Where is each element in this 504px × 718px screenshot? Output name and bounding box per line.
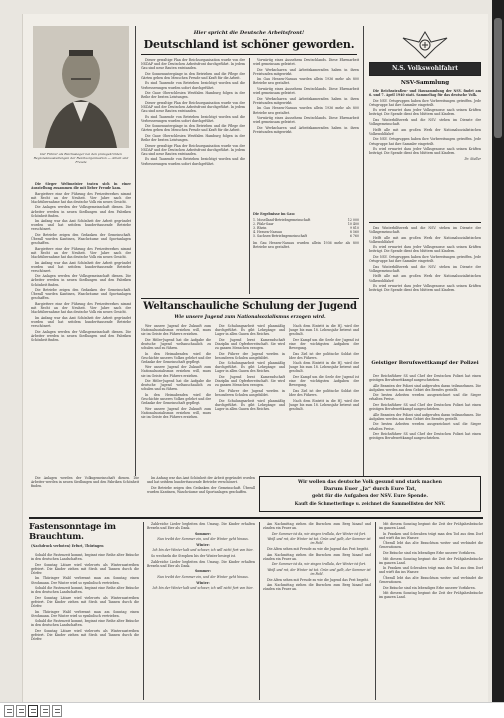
nsv-column bbox=[369, 89, 481, 219]
song-role-winter: Winter: bbox=[196, 580, 210, 585]
left-col-paragraph: Bargiettere eine der Führung des Freizeitwerkes nimmt mit Recht an der Neuheit. Vier Jahre nach der Machtübernahme hat das deutsche Volk ein neues Gesicht. bbox=[31, 191, 131, 204]
banner-subhead: Wie unsere Jugend zum Nationalsozialismus erzogen wird. bbox=[174, 315, 326, 320]
right-col-paragraph: Im Gau Hessen-Nassau wurden allein 1936 mehr als 800 Betriebe neu gestaltet. bbox=[253, 77, 359, 86]
banner-paragraph: Die Hitler-Jugend hat die Aufgabe die deutsche Jugend weltanschaulich zu schulen und zu führen. bbox=[141, 337, 211, 350]
stats-value: 10 400 bbox=[347, 221, 359, 226]
bottom-paragraph: Die Bräuche sind ein lebendiges Erbe unserer Vorfahren. bbox=[383, 551, 476, 556]
nsv-signature: Dr. Steller bbox=[464, 156, 481, 161]
banner-paragraph: Das Ziel ist der politische Soldat der Idee des Führers. bbox=[289, 388, 359, 397]
banner-paragraph: Die Jugend lernt Kameradschaft Disziplin und Opferbereitschaft. Sie wird zu ganzen Menschen erzogen. bbox=[215, 375, 285, 388]
police-paragraph: Die besten Arbeiten werden ausgezeichnet und die Sieger erhalten Preise. bbox=[369, 393, 481, 402]
portrait-photo bbox=[33, 26, 129, 148]
nsv-intro: Die Reichsstraßen- und Hausammlung der NSV. findet am 6. und 7. April 1940 statt. Sammeltag für das deutsche Volk. bbox=[369, 89, 481, 98]
left-col-paragraph: Bargiettere eine der Führung des Freizeitwerkes nimmt mit Recht an der Neuheit. Vier Jahre nach der Machtübernahme hat das deutsche Volk ein neues Gesicht. bbox=[31, 301, 131, 315]
bottom-paragraph: Mit diesem Sonntag beginnt die Zeit der Frühjahrsbräuche im ganzen Land. bbox=[379, 522, 483, 531]
eagle-icon bbox=[395, 28, 455, 62]
column-divider bbox=[363, 26, 364, 476]
newspaper-sheet bbox=[22, 14, 488, 702]
nsv-paragraph: Die NSV. Ortsgruppen haben ihre Vorbereitungen getroffen. Jede Ortsgruppe hat ihre Sammler eingeteilt. bbox=[369, 255, 481, 264]
bottom-paragraph: Der Sonntag Lätare wird vielerorts als Winteraustreiben gefeiert. Die Kinder ziehen mit Stroh und Tannen durch die Dörfer. bbox=[31, 595, 139, 609]
bottom-paragraph: So wechseln die Strophen bis der Winter besiegt ist. bbox=[151, 554, 237, 559]
bottom-paragraph: In Franken und Schwaben trägt man den Tod aus dem Dorf und wirft ihn ins Wasser. bbox=[379, 566, 483, 575]
left-col-paragraph: Im Anfang war das Amt Schönheit der Arbeit gegründet worden und hat seitdem hunderttausende Betriebe verschönert. bbox=[31, 315, 131, 328]
banner-paragraph: Die Führer der Jugend werden in besonderen Schulen ausgebildet. bbox=[215, 388, 285, 397]
nsv-paragraph: Es wird erwartet dass jeder Volksgenosse nach seinen Kräften beiträgt. Die Spende dient den Müttern und Kindern. bbox=[369, 245, 481, 254]
page-thumbnail[interactable] bbox=[4, 705, 14, 717]
left-col-paragraph: Die Anlagen werden der Volksgemeinschaft dienen. Die Arbeiter werden in neuen Siedlungen und den Fabriken Schönheit finden. bbox=[31, 329, 131, 342]
right-col-paragraph: Vorwärtig eines Aussehens Deutschlands. Diese Ehrenarbeit wird gemeinsam geleistet. bbox=[253, 87, 359, 96]
song-verse: Weiß und rot, der Winter ist tot. Grün und gelb, der Sommer ist im Feld. bbox=[267, 537, 371, 546]
banner-top-rule bbox=[141, 298, 359, 299]
banner-paragraph: Die Schulungsarbeit wird planmäßig durchgeführt. Es gibt Lehrgänge und Lager in allen Gauen des Reiches. bbox=[215, 398, 285, 411]
nsv-paragraph: Die NSV. Ortsgruppen haben ihre Vorbereitungen getroffen. Jede Ortsgruppe hat ihre Sammler eingeteilt. bbox=[369, 98, 481, 107]
stats-list bbox=[253, 218, 359, 238]
bottom-column-3 bbox=[263, 522, 371, 700]
banner-paragraph: Nach dem Eintritt in die HJ. wird der Junge bis zum 18. Lebensjahr betreut und geschult. bbox=[289, 361, 359, 374]
song-verse: Ich bin der Winter kalt und schwer, ich will nicht fort von hier. bbox=[152, 548, 254, 553]
mid-col-paragraph: Die Gaue Oberschlesien Westfalen Hamburg folgen in der Reihe der besten Leistungen. bbox=[141, 91, 245, 100]
left-col-lead: Die Sieger Weltmeister traten sich in einer Ausstellung zusammen die mit lieber Freude kam. bbox=[31, 182, 131, 191]
nsv-appeal-box bbox=[259, 476, 481, 512]
bottom-byline-text: (Nachdruck verboten) Erfurt, Thüringen bbox=[31, 544, 104, 548]
appeal-line-2: Darum Euer „Ja“ durch Eure Tat, bbox=[323, 486, 417, 492]
banner-paragraph: Nach dem Eintritt in die HJ. wird der Junge bis zum 18. Lebensjahr betreut und geschult. bbox=[289, 324, 359, 337]
portrait-image bbox=[33, 26, 129, 148]
left-col-paragraph: Im Anfang war das Amt Schönheit der Arbeit gegründet worden und hat seitdem hunderttausende Betriebe verschönert. bbox=[31, 219, 131, 232]
stats-row bbox=[253, 234, 359, 238]
mid-col-paragraph: Die Sonnenuntergänge in den Betrieben und die Pflege der Gärten geben den Menschen Freude und Kraft für die Arbeit. bbox=[141, 71, 245, 80]
stats-label: 4. Hessen-Nassau bbox=[253, 229, 282, 234]
song-verse: Nun treibt der Sommer ein, und der Winter geht hinaus. bbox=[157, 537, 249, 542]
nsv-paragraph: Die NSV. Ortsgruppen haben ihre Vorbereitungen getroffen. Jede Ortsgruppe hat ihre Sammler eingeteilt. bbox=[369, 137, 481, 146]
bottom-paragraph: Die Alten sehen mit Freude zu wie die Jugend das Fest begeht. bbox=[267, 577, 369, 582]
sidebar-rule bbox=[369, 222, 481, 223]
bottom-paragraph: Am Nachmittag ziehen die Burschen zum Berg hinauf und zünden ein Feuer an. bbox=[263, 583, 371, 592]
right-column bbox=[253, 58, 359, 208]
nsv-paragraph: Helft alle mit am großen Werk der Nationalsozialistischen Volkswohlfahrt! bbox=[369, 127, 481, 136]
stats-label: 3. Rhein bbox=[253, 225, 267, 230]
column-divider bbox=[259, 522, 260, 700]
column-divider bbox=[375, 522, 376, 700]
nsv-paragraph: Helft alle mit am großen Werk der Nationalsozialistischen Volkswohlfahrt! bbox=[369, 274, 481, 283]
lower-left-column bbox=[31, 476, 255, 512]
stats-label: 2. Pfalz-Saar bbox=[253, 221, 274, 226]
mid-col-paragraph: Die Sonnenuntergänge in den Betrieben und die Pflege der Gärten geben den Menschen Freude und Kraft für die Arbeit. bbox=[141, 124, 245, 133]
section-kicker: Hier spricht die Deutsche Arbeitsfront! bbox=[193, 30, 305, 36]
bottom-column-4 bbox=[379, 522, 483, 700]
police-paragraph: Alle Beamten der Polizei sind aufgerufen daran teilzunehmen. Die Aufgaben werden aus dem Gebiet des Berufes gestellt. bbox=[369, 383, 481, 392]
bottom-paragraph: Mit diesem Sonntag beginnt die Zeit der Frühjahrsbräuche im ganzen Land. bbox=[379, 591, 483, 600]
banner-paragraph: Die Führer der Jugend werden in besonderen Schulen ausgebildet. bbox=[215, 351, 285, 360]
banner-paragraph: Wer unsere Jugend der Zukunft zum Nationalsozialismus erziehen will, muss sie im Geiste des Führers erziehen. bbox=[141, 324, 211, 337]
banner-paragraph: In den Heimabenden wird die Geschichte unseres Volkes gelehrt und der Gedanke der Gemeinschaft gepflegt. bbox=[141, 351, 211, 364]
mid-col-paragraph: Dieser gewaltige Plan der Reichsorganisation wurde von der NSDAP und der Deutschen Arbeitsfront durchgeführt. In jedem Gau sind neue Bauten entstanden. bbox=[141, 143, 245, 156]
bottom-paragraph: Am Nachmittag ziehen die Burschen zum Berg hinauf und zünden ein Feuer an. bbox=[263, 552, 371, 561]
page-thumbnail[interactable] bbox=[28, 705, 38, 717]
bottom-column-2 bbox=[147, 522, 255, 700]
page-thumbnail[interactable] bbox=[16, 705, 26, 717]
bottom-paragraph: Der Sonntag Lätare wird vielerorts als Winteraustreiben gefeiert. Die Kinder ziehen mit Stroh und Tannen durch die Dörfer. bbox=[31, 562, 139, 575]
bottom-paragraph: Überall lebt das alte Brauchtum weiter und verbindet die Generationen. bbox=[379, 576, 483, 585]
mid-col-paragraph: Die Gaue Oberschlesien Westfalen Hamburg folgen in der Reihe der besten Leistungen. bbox=[141, 134, 245, 143]
left-col-paragraph: Die Betriebe zeigen den Gedanken der Gemeinschaft. Überall wurden Kantinen, Waschräume und Sportanlagen geschaffen. bbox=[147, 485, 255, 494]
song-role-sommer: Sommer: bbox=[194, 531, 212, 536]
police-paragraph: Alle Beamten der Polizei sind aufgerufen daran teilzunehmen. Die Aufgaben werden aus dem Gebiet des Berufes gestellt. bbox=[369, 412, 481, 421]
left-col-paragraph: Die Anlagen werden der Volksgemeinschaft dienen. Die Arbeiter werden in neuen Siedlungen und den Fabriken Schönheit finden. bbox=[31, 476, 139, 489]
banner-paragraph: Der Kampf um die Seele der Jugend ist eine der wichtigsten Aufgaben der Bewegung. bbox=[289, 375, 359, 388]
banner-paragraph: Der Kampf um die Seele der Jugend ist eine der wichtigsten Aufgaben der Bewegung. bbox=[289, 337, 359, 350]
banner-paragraph: In den Heimabenden wird die Geschichte unseres Volkes gelehrt und der Gedanke der Gemeinschaft gepflegt. bbox=[141, 392, 211, 406]
nsv-paragraph: Es wird erwartet dass jeder Volksgenosse nach seinen Kräften beiträgt. Die Spende dient den Müttern und Kindern. bbox=[369, 284, 481, 293]
stats-label: 5. Sachsen-Betriebsgemeinschaft bbox=[253, 233, 307, 238]
bottom-paragraph: Der Sonntag Lätare wird vielerorts als Winteraustreiben gefeiert. Die Kinder ziehen mit Stroh und Tannen durch die Dörfer. bbox=[31, 629, 139, 642]
stats-value: 6 760 bbox=[349, 233, 359, 238]
mid-col-paragraph: Es sind Tausende von Betrieben besichtigt worden und die Verbesserungen wurden sofort durchgeführt. bbox=[141, 114, 245, 123]
stats-block bbox=[253, 212, 359, 294]
left-col-paragraph: Im Anfang war das Amt Schönheit der Arbeit gegründet worden und hat seitdem hunderttausende Betriebe verschönert. bbox=[31, 260, 131, 273]
banner-paragraph: Die Hitler-Jugend hat die Aufgabe die deutsche Jugend weltanschaulich zu schulen und zu führen. bbox=[141, 379, 211, 392]
headline-rule bbox=[141, 54, 357, 55]
right-col-paragraph: Die Werkscharen und Arbeitskameraden haben in ihren Freistunden mitgewirkt. bbox=[253, 67, 359, 76]
police-paragraph: Die besten Arbeiten werden ausgezeichnet und die Sieger erhalten Preise. bbox=[369, 422, 481, 431]
thumbnail-strip bbox=[0, 702, 504, 718]
stats-value: 9 810 bbox=[349, 225, 359, 230]
nsv-paragraph: Das Winterhilfswerk und die NSV. stehen im Dienste der Volksgemeinschaft. bbox=[369, 226, 481, 235]
portrait-caption: Der Führer als Reichssieger bei den preisgekrönten Regionalausstellungen der Reichsorganisation — Arbeit und Freude bbox=[33, 152, 129, 164]
bottom-paragraph: Sobald die Fastenzeit kommt, beginnt eine Reihe alter Bräuche in den deutschen Landschaften. bbox=[31, 586, 139, 595]
right-col-paragraph: Vorwärtig eines Aussehens Deutschlands. Diese Ehrenarbeit wird gemeinsam geleistet. bbox=[253, 58, 359, 67]
appeal-line-1: Wir wollen das deutsche Volk gesund und stark machen bbox=[298, 480, 442, 485]
vertical-scrollbar[interactable] bbox=[492, 0, 504, 704]
police-paragraph: Der Reichsführer SS und Chef der Deutschen Polizei hat einen geistigen Berufswettkampf ausgeschrieben. bbox=[369, 403, 481, 412]
banner-paragraph: Das Ziel ist der politische Soldat der Idee des Führers. bbox=[289, 351, 359, 360]
song-verse: Der Sommer ist da, wir singen trallala, der Winter ist fort. bbox=[271, 562, 367, 567]
right-col-paragraph: Die Werkscharen und Arbeitskameraden haben in ihren Freistunden mitgewirkt. bbox=[253, 96, 359, 105]
bottom-byline bbox=[31, 544, 139, 552]
bottom-paragraph: Sobald die Fastenzeit kommt, beginnt eine Reihe alter Bräuche in den deutschen Landschaften. bbox=[31, 553, 139, 562]
nsv-paragraph: Das Winterhilfswerk und die NSV. stehen im Dienste der Volksgemeinschaft. bbox=[369, 264, 481, 273]
police-paragraph: Der Reichsführer SS und Chef der Deutschen Polizei hat einen geistigen Berufswettkampf ausgeschrieben. bbox=[369, 374, 481, 383]
left-col-paragraph: Die Betriebe zeigen den Gedanken der Gemeinschaft. Überall wurden Kantinen, Waschräume und Sportanlagen geschaffen. bbox=[31, 288, 131, 301]
nsv-banner-label: N.S. Volkswohlfahrt bbox=[392, 65, 458, 72]
right-col-paragraph: Im Gau Hessen-Nassau wurden allein 1936 mehr als 800 Betriebe neu gestaltet. bbox=[253, 106, 359, 115]
page-thumbnail[interactable] bbox=[40, 705, 50, 717]
mid-col-paragraph: Dieser gewaltige Plan der Reichsorganisation wurde von der NSDAP und der Deutschen Arbeitsfront durchgeführt. In jedem Gau sind neue Bauten entstanden. bbox=[141, 58, 245, 71]
song-verse: Nun treibt der Sommer ein, und der Winter geht hinaus. bbox=[157, 574, 249, 579]
nsv-column-2 bbox=[369, 226, 481, 356]
bottom-paragraph: In Franken und Schwaben trägt man den Tod aus dem Dorf und wirft ihn ins Wasser. bbox=[379, 531, 483, 540]
banner-paragraph: Nach dem Eintritt in die HJ. wird der Junge bis zum 18. Lebensjahr betreut und geschult. bbox=[289, 398, 359, 411]
banner-paragraph: Die Jugend lernt Kameradschaft Disziplin und Opferbereitschaft. Sie wird zu ganzen Menschen erzogen. bbox=[215, 337, 285, 350]
left-column bbox=[31, 182, 131, 472]
appeal-line-3: gebt für die Aufgaben der NSV. Eure Spende. bbox=[312, 494, 428, 499]
bottom-paragraph: Mit diesem Sonntag beginnt die Zeit der Frühjahrsbräuche im ganzen Land. bbox=[379, 556, 483, 565]
song-verse: Weiß und rot, der Winter ist tot. Grün und gelb, der Sommer ist im Feld. bbox=[267, 567, 371, 576]
stats-label: 1. Moselland-Betriebsgemeinschaft bbox=[253, 217, 311, 222]
mid-col-paragraph: Es sind Tausende von Betrieben besichtigt worden und die Verbesserungen wurden sofort durchgeführt. bbox=[141, 157, 245, 166]
left-col-paragraph: Die Anlagen werden der Volksgemeinschaft dienen. Die Arbeiter werden in neuen Siedlungen und den Fabriken Schönheit finden. bbox=[31, 274, 131, 287]
banner-column-1 bbox=[141, 324, 211, 474]
bottom-paragraph: Zahlreiche Lieder begleiten den Umzug. Die Kinder erhalten Brezeln und Eier als Dank. bbox=[147, 559, 255, 568]
banner-paragraph: Wer unsere Jugend der Zukunft zum Nationalsozialismus erziehen will, muss sie im Geiste des Führers erziehen. bbox=[141, 365, 211, 378]
middle-column bbox=[141, 58, 245, 294]
stats-title: Die Ergebnisse im Gau: bbox=[253, 212, 295, 216]
banner-paragraph: Die Schulungsarbeit wird planmäßig durchgeführt. Es gibt Lehrgänge und Lager in allen Gauen des Reiches. bbox=[215, 361, 285, 374]
right-col-paragraph: Im Gau Hessen-Nassau wurden allein 1936 mehr als 800 Betriebe neu gestaltet. bbox=[253, 241, 359, 250]
mid-col-paragraph: Dieser gewaltige Plan der Reichsorganisation wurde von der NSDAP und der Deutschen Arbeitsfront durchgeführt. In jedem Gau sind neue Bauten entstanden. bbox=[141, 100, 245, 114]
main-headline: Deutschland ist schöner geworden. bbox=[143, 38, 355, 51]
banner-column-2 bbox=[215, 324, 285, 474]
song-verse: Der Sommer ist da, wir singen trallala, der Winter ist fort. bbox=[271, 531, 367, 536]
bottom-headline: Fastensonntage im Brauchtum. bbox=[29, 522, 116, 542]
nsv-paragraph: Das Winterhilfswerk und die NSV. stehen im Dienste der Volksgemeinschaft. bbox=[369, 118, 481, 127]
bottom-paragraph: Im Thüringer Wald verbrennt man am Sonntag einen Strohmann. Der Winter wird so symbolisch vertrieben. bbox=[31, 609, 139, 618]
bottom-column-1 bbox=[31, 553, 139, 699]
nsv-paragraph: Helft alle mit am großen Werk der Nationalsozialistischen Volkswohlfahrt! bbox=[369, 235, 481, 244]
bottom-paragraph: Zahlreiche Lieder begleiten den Umzug. Die Kinder erhalten Brezeln und Eier als Dank. bbox=[147, 522, 255, 531]
scrollbar-thumb[interactable] bbox=[494, 18, 502, 138]
column-divider bbox=[249, 58, 250, 294]
mid-col-paragraph: Es sind Tausende von Betrieben besichtigt worden und die Verbesserungen wurden sofort durchgeführt. bbox=[141, 81, 245, 90]
banner-paragraph: Wer unsere Jugend der Zukunft zum Nationalsozialismus erziehen will, muss sie im Geiste des Führers erziehen. bbox=[141, 406, 211, 419]
nsv-emblem bbox=[395, 28, 455, 62]
column-divider bbox=[135, 26, 136, 476]
page-thumbnail[interactable] bbox=[52, 705, 62, 717]
left-col-paragraph: Im Anfang war das Amt Schönheit der Arbeit gegründet worden und hat seitdem hunderttausende Betriebe verschönert. bbox=[147, 476, 255, 485]
bottom-paragraph: Sobald die Fastenzeit kommt, beginnt eine Reihe alter Bräuche in den deutschen Landschaften. bbox=[31, 619, 139, 628]
bottom-section-rule bbox=[29, 517, 483, 519]
banner-headline: Weltanschauliche Schulung der Jugend bbox=[143, 301, 357, 312]
banner-column-3 bbox=[289, 324, 359, 474]
bottom-paragraph: Die Bräuche sind ein lebendiges Erbe unserer Vorfahren. bbox=[383, 585, 476, 590]
nsv-section-title: NSV-Sammlung bbox=[400, 80, 450, 86]
appeal-line-4: Kauft die Schmetterlinge u. zeichnet die Sammellisten der NSV. bbox=[294, 501, 446, 506]
police-headline: Geistiger Berufswettkampf der Polizei bbox=[371, 360, 479, 366]
police-column bbox=[369, 374, 481, 474]
nsv-paragraph: Es wird erwartet dass jeder Volksgenosse nach seinen Kräften beiträgt. Die Spende dient den Müttern und Kindern. bbox=[369, 108, 481, 117]
song-verse: Ich bin der Winter kalt und schwer, ich will nicht fort von hier. bbox=[152, 586, 254, 591]
nsv-banner bbox=[369, 62, 481, 76]
nsv-paragraph: Es wird erwartet dass jeder Volksgenosse nach seinen Kräften beiträgt. Die Spende dient den Müttern und Kindern. bbox=[369, 147, 481, 156]
bottom-paragraph: Am Nachmittag ziehen die Burschen zum Berg hinauf und zünden ein Feuer an. bbox=[263, 522, 371, 531]
stats-value: 12 000 bbox=[347, 217, 359, 222]
bottom-paragraph: Im Thüringer Wald verbrennt man am Sonntag einen Strohmann. Der Winter wird so symbolisch vertrieben. bbox=[31, 576, 139, 585]
right-col-paragraph: Die Werkscharen und Arbeitskameraden haben in ihren Freistunden mitgewirkt. bbox=[253, 125, 359, 134]
right-col-paragraph: Vorwärtig eines Aussehens Deutschlands. Diese Ehrenarbeit wird gemeinsam geleistet. bbox=[253, 116, 359, 125]
banner-paragraph: Die Schulungsarbeit wird planmäßig durchgeführt. Es gibt Lehrgänge und Lager in allen Gauen des Reiches. bbox=[215, 324, 285, 337]
song-role-winter: Winter: bbox=[196, 542, 210, 547]
bottom-paragraph: Überall lebt das alte Brauchtum weiter und verbindet die Generationen. bbox=[379, 541, 483, 550]
bottom-paragraph: Die Alten sehen mit Freude zu wie die Jugend das Fest begeht. bbox=[267, 546, 369, 551]
left-col-paragraph: Die Betriebe zeigen den Gedanken der Gemeinschaft. Überall wurden Kantinen, Waschräume und Sportanlagen geschaffen. bbox=[31, 233, 131, 246]
stats-value: 8 560 bbox=[349, 229, 359, 234]
left-col-paragraph: Bargiettere eine der Führung des Freizeitwerkes nimmt mit Recht an der Neuheit. Vier Jahre nach der Machtübernahme hat das deutsche Volk ein neues Gesicht. bbox=[31, 246, 131, 259]
left-col-paragraph: Die Anlagen werden der Volksgemeinschaft dienen. Die Arbeiter werden in neuen Siedlungen und den Fabriken Schönheit finden. bbox=[31, 205, 131, 218]
song-role-sommer: Sommer: bbox=[194, 569, 212, 574]
column-divider bbox=[143, 522, 144, 700]
police-paragraph: Der Reichsführer SS und Chef der Deutschen Polizei hat einen geistigen Berufswettkampf ausgeschrieben. bbox=[369, 432, 481, 441]
